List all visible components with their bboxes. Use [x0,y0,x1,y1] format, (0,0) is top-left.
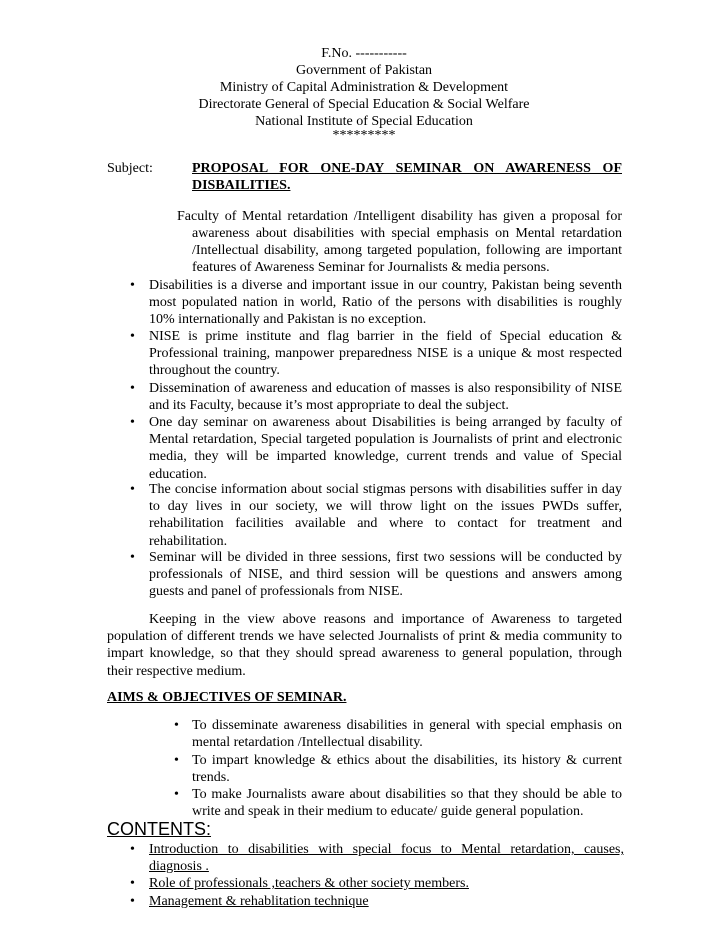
aims-heading: AIMS & OBJECTIVES OF SEMINAR. [107,690,347,705]
ministry-title: Ministry of Capital Administration & Development [219,80,509,95]
intro-line-1: Faculty of Mental retardation /Intelligent disability has given a proposal for [177,209,622,224]
bullet-icon: • [174,787,179,802]
subject-label: Subject: [107,161,153,176]
bullet-item-5: The concise information about social stigmas persons with disabilities suffer in day to day lives in our society, we will throw light on the issues PWDs suffer, rehabilitation facilities available and where to contact for treatment and rehabilitation. [149,482,622,549]
bullet-item-2: NISE is prime institute and flag barrier in the field of Special education & Professional training, manpower preparedness NISE is a unique & most respected throughout the country. [149,329,622,379]
bullet-icon: • [130,550,135,565]
closing-paragraph: Keeping in the view above reasons and importance of Awareness to targeted population of different trends we have selected Journalists of print & media community to impart knowledge, so that they should spread awareness to general population, through their respective medium. [107,612,622,679]
bullet-item-3: Dissemination of awareness and education of masses is also responsibility of NISE and its Faculty, because it’s most appropriate to deal the subject. [149,381,622,414]
subject-line-1: PROPOSAL FOR ONE-DAY SEMINAR ON AWARENESS OF [192,161,622,176]
header-stars: ********* [332,128,396,143]
bullet-item-4: One day seminar on awareness about Disabilities is being arranged by faculty of Mental retardation, Special targeted population is Journalists of print and electronic media, they will be imparted knowledge, current trends and value of Special education. [149,415,622,482]
institute-title: National Institute of Special Education [255,114,473,129]
contents-item-1-line-2: diagnosis . [149,859,209,874]
contents-item-2: Role of professionals ,teachers & other society members. [149,876,469,891]
bullet-icon: • [130,381,135,396]
bullet-icon: • [130,415,135,430]
contents-heading: CONTENTS: [107,819,212,839]
aim-item-3: To make Journalists aware about disabilities so that they should be able to write and speak in their medium to educate/ guide general population. [192,787,622,820]
file-number: F.No. ----------- [321,46,407,61]
bullet-icon: • [130,329,135,344]
bullet-icon: • [174,718,179,733]
government-title: Government of Pakistan [295,63,433,78]
bullet-icon: • [130,278,135,293]
bullet-icon: • [130,482,135,497]
directorate-title: Directorate General of Special Education & Social Welfare [198,97,530,112]
aim-item-1: To disseminate awareness disabilities in general with special emphasis on mental retardation /Intellectual disability. [192,718,622,751]
contents-item-3: Management & rehablitation technique [149,894,369,909]
bullet-icon: • [130,876,135,891]
intro-rest: awareness about disabilities with special emphasis on Mental retardation /Intellectual disability, among targeted population, following are important features of Awareness Seminar for Journalists & media persons. [192,226,622,276]
bullet-icon: • [130,894,135,909]
subject-line-2: DISBAILITIES. [192,178,291,193]
bullet-item-1: Disabilities is a diverse and important issue in our country, Pakistan being seventh most populated nation in world, Ratio of the persons with disabilities is roughly 10% internationally and Pakistan is no exception. [149,278,622,328]
aim-item-2: To impart knowledge & ethics about the disabilities, its history & current trends. [192,753,622,786]
bullet-icon: • [174,753,179,768]
bullet-icon: • [130,842,135,857]
bullet-item-6: Seminar will be divided in three sessions, first two sessions will be conducted by professionals of NISE, and third session will be questions and answers among guests and panel of professionals from NISE. [149,550,622,600]
contents-item-1-line-1: Introduction to disabilities with special focus to Mental retardation, causes, [149,842,624,857]
intro-first-line [177,208,622,225]
contents-item-1 [149,841,624,858]
